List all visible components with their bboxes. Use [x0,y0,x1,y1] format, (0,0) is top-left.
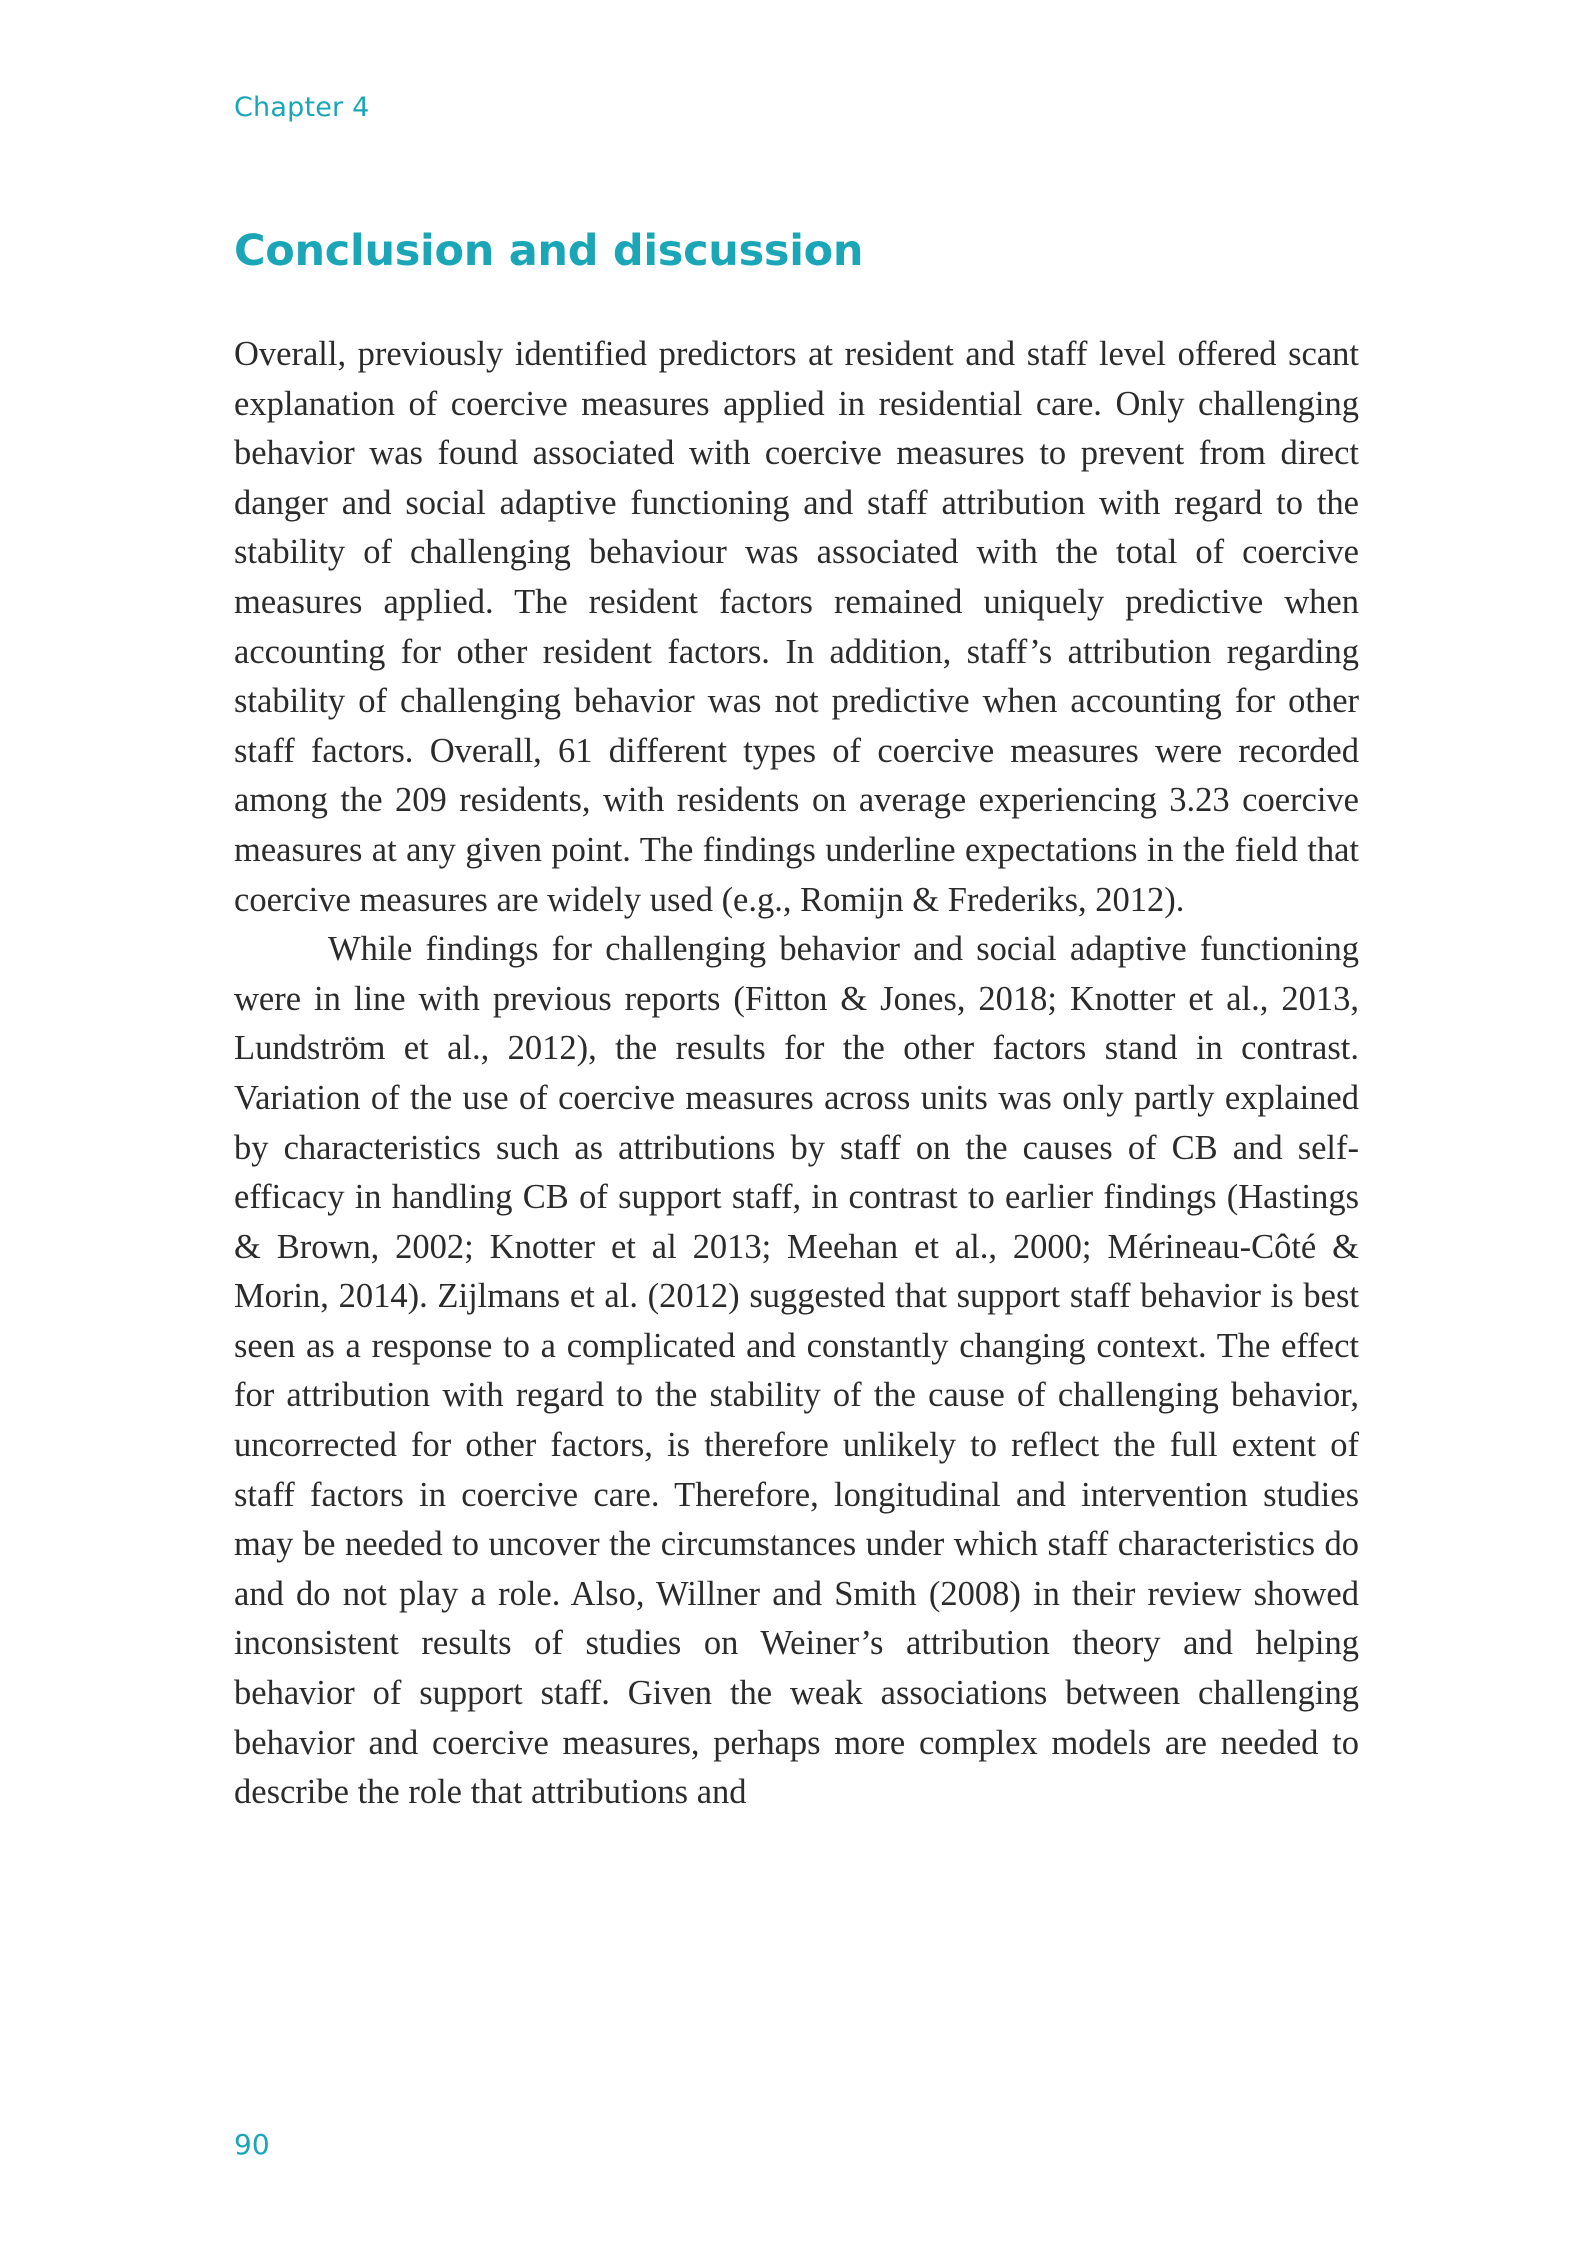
paragraph-1: Overall, previously identified predictors at resident and staff level offered scant explanation of coercive measures applied in residential care. Only challenging behavior was found associated with coercive measures to prevent from direct danger and social adaptive functioning and staff attribution with regard to the stability of challenging behaviour was associated with the total of coercive measures applied. The resident factors remained uniquely predictive when accounting for other resident factors. In addition, staff’s attribution regarding stability of challenging behavior was not predictive when accounting for other staff factors. Overall, 61 different types of coercive measures were recorded among the 209 residents, with residents on average experiencing 3.23 coercive measures at any given point. The findings underline expectations in the field that coercive measures are widely used (e.g., Romijn & Frederiks, 2012). [234,335,1359,919]
body-text [234,330,1359,1818]
section-title: Conclusion and discussion [234,226,864,276]
running-head: Chapter 4 [234,92,370,123]
page-number: 90 [234,2128,270,2161]
paragraph-2: While findings for challenging behavior and social adaptive functioning were in line with previous reports (Fitton & Jones, 2018; Knotter et al., 2013, Lundström et al., 2012), the results for the other factors stand in contrast. Variation of the use of coercive measures across units was only partly explained by characteristics such as attributions by staff on the causes of CB and self-efficacy in handling CB of support staff, in contrast to earlier findings (Hastings & Brown, 2002; Knotter et al 2013; Meehan et al., 2000; Mérineau-Côté & Morin, 2014). Zijlmans et al. (2012) suggested that support staff behavior is best seen as a response to a complicated and constantly changing context. The effect for attribution with regard to the stability of the cause of challenging behavior, uncorrected for other factors, is therefore unlikely to reflect the full extent of staff factors in coercive care. Therefore, longitudinal and intervention studies may be needed to uncover the circumstances under which staff characteristics do and do not play a role. Also, Willner and Smith (2008) in their review showed inconsistent results of studies on Weiner’s attribution theory and helping behavior of support staff. Given the weak associations between challenging behavior and coercive measures, perhaps more complex models are needed to describe the role that attributions and [234,930,1359,1812]
